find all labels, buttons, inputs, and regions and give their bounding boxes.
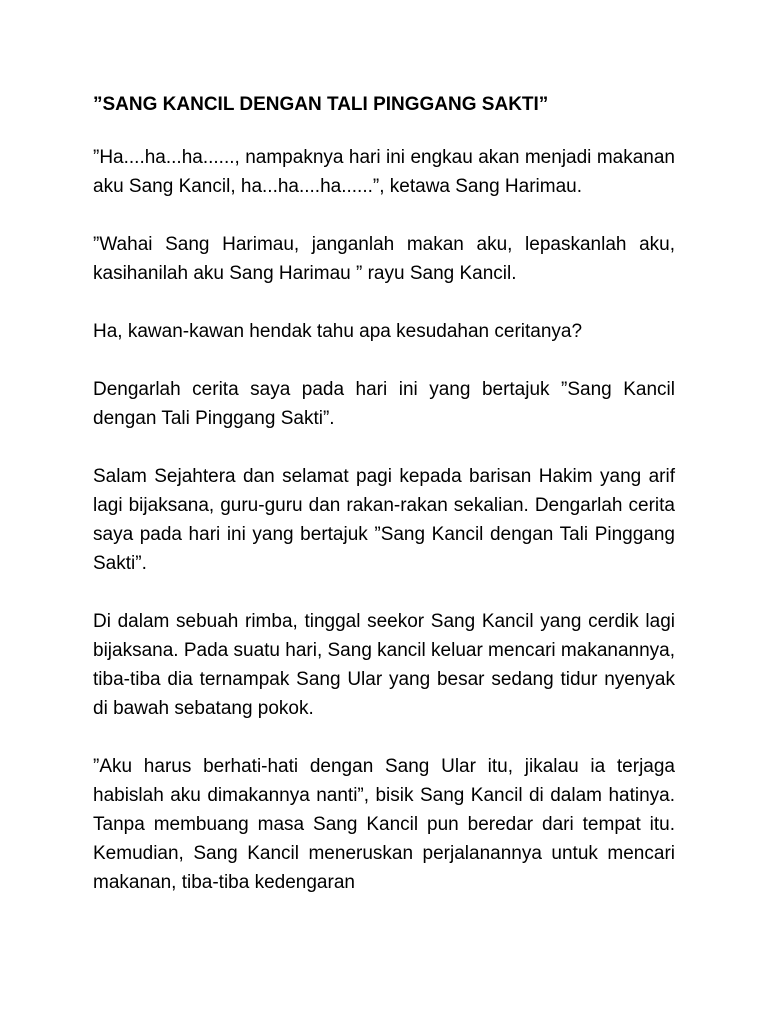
paragraph-greeting: Salam Sejahtera dan selamat pagi kepada barisan Hakim yang arif lagi bijaksana, guru-guru dan rakan-rakan sekalian. Dengarlah cerita saya pada hari ini yang bertajuk ”Sang Kancil dengan Tali Pinggang Sakti”. — [93, 466, 675, 574]
paragraph-kancil-plea: ”Wahai Sang Harimau, janganlah makan aku, lepaskanlah aku, kasihanilah aku Sang Harimau ” rayu Sang Kancil. — [93, 234, 675, 284]
paragraph-forest: Di dalam sebuah rimba, tinggal seekor Sang Kancil yang cerdik lagi bijaksana. Pada suatu hari, Sang kancil keluar mencari makanannya, tiba-tiba dia ternampak Sang Ular yang besar sedang tidur nyenyak di bawah sebatang pokok. — [93, 611, 675, 719]
document-title: ”SANG KANCIL DENGAN TALI PINGGANG SAKTI” — [93, 94, 549, 115]
document-page — [93, 90, 675, 897]
paragraph-story-intro: Dengarlah cerita saya pada hari ini yang bertajuk ”Sang Kancil dengan Tali Pinggang Sakti”. — [93, 379, 675, 429]
paragraph-harimau-laugh: ”Ha....ha...ha......, nampaknya hari ini engkau akan menjadi makanan aku Sang Kancil, ha...ha....ha......”, ketawa Sang Harimau. — [93, 147, 675, 197]
paragraph-ular: ”Aku harus berhati-hati dengan Sang Ular itu, jikalau ia terjaga habislah aku dimakannya nanti”, bisik Sang Kancil di dalam hatinya. Tanpa membuang masa Sang Kancil pun beredar dari tempat itu. Kemudian, Sang Kancil meneruskan perjalanannya untuk mencari makanan, tiba-tiba kedengaran — [93, 756, 675, 893]
paragraph-question: Ha, kawan-kawan hendak tahu apa kesudahan ceritanya? — [93, 321, 583, 342]
